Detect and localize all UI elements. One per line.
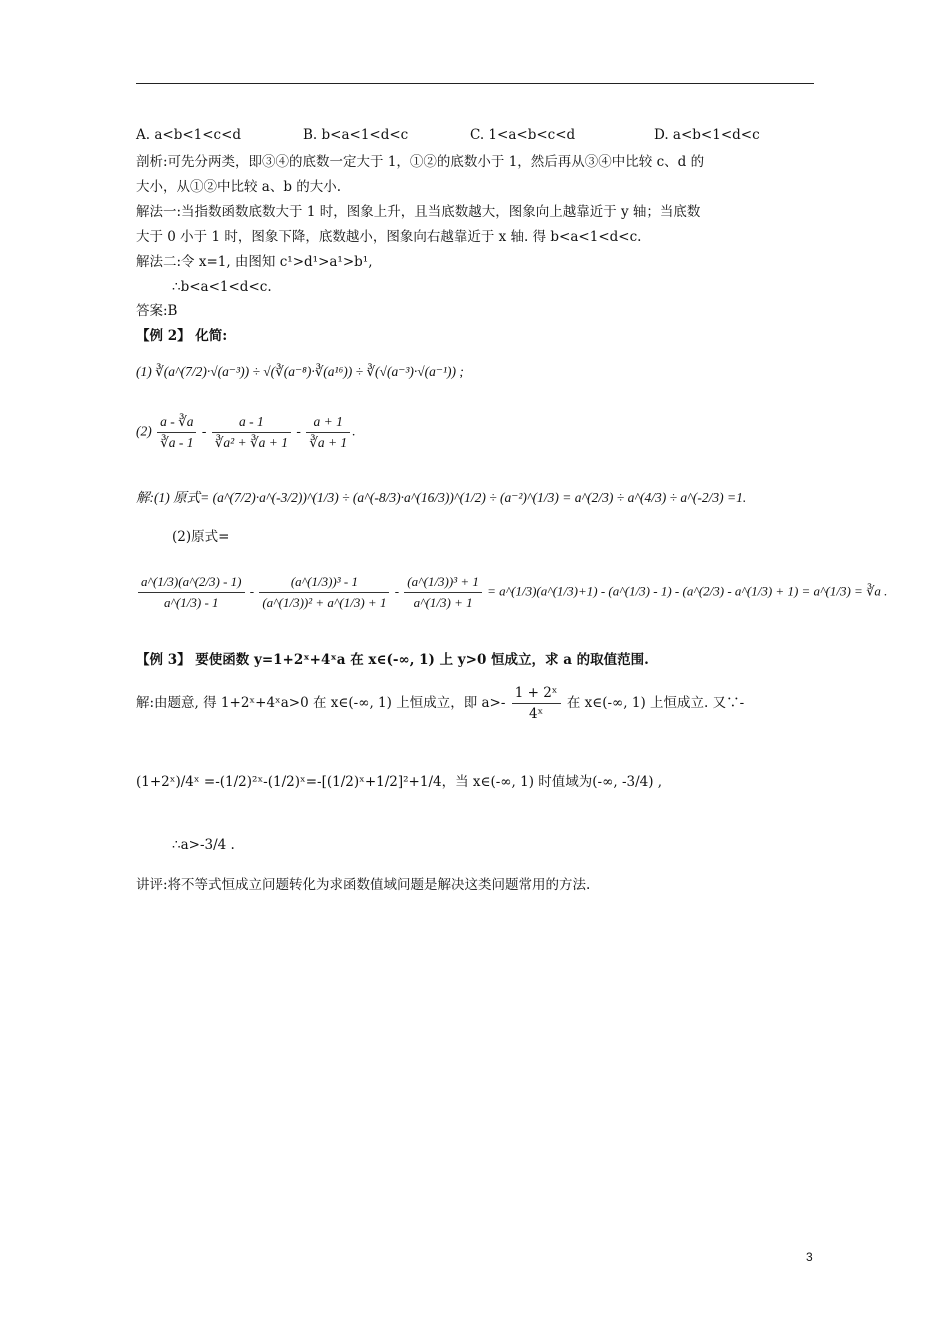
fraction: [138, 572, 245, 613]
solution-3-text-b: 在 x∈(-∞, 1) 上恒成立. 又∵-: [566, 695, 745, 711]
example-2-part-1: (1) ∛(a^(7/2)·√(a⁻³)) ÷ √(∛(a⁻⁸)·∛(a¹⁶)) ÷ ∛(√(a⁻³)·√(a⁻¹)) ;: [136, 364, 464, 379]
header-rule: [136, 83, 814, 84]
solution-2-part-2: $\frac{a\^{}(1/3)(a\^{}(2/3) - 1)}{a\^{}(1/3) - 1}$ - $\frac{\text{(a\textasciicircum{}(1/3))³ - 1}}{\text{(a\textasciicircum{}(1/3))² + a\textasciicircum{}(1/3) + 1}}$ - $\frac{\text{(a\textasciicircum{}(1/3))³ + 1}}{a\^{}(1/3) + 1}$ = a^(1/3)(a^(1/3)+1) - (a^(1/3) - 1) - (a^(2/3) - a^(1/3) + 1) = a^(1/3) = ∛a .: [136, 572, 887, 613]
numerator: a - ∛a: [157, 412, 196, 433]
denominator: ∛a² + ∛a + 1: [214, 435, 288, 450]
denominator: a^(1/3) + 1: [413, 595, 473, 610]
solution-3-line-2: (1+2ˣ)/4ˣ =-(1/2)²ˣ-(1/2)ˣ=-[(1/2)ˣ+1/2]²+1/4，当 x∈(-∞, 1) 时值域为(-∞, -3/4) ,: [136, 774, 663, 790]
numerator: a + 1: [306, 412, 350, 433]
fraction: [512, 683, 561, 724]
numerator: 1 + 2ˣ: [512, 683, 561, 704]
denominator: ∛a + 1: [309, 435, 348, 450]
numerator: a^(1/3)(a^(2/3) - 1): [138, 572, 245, 593]
solution-2-part-2-tail: = a^(1/3)(a^(1/3)+1) - (a^(1/3) - 1) - (a^(2/3) - a^(1/3) + 1) = a^(1/3) = ∛a .: [487, 583, 888, 599]
fraction: [404, 572, 482, 613]
option-d: D. a<b<1<d<c: [654, 127, 760, 143]
example-2-title: 【例 2】 化简:: [136, 328, 228, 344]
option-b: B. b<a<1<d<c: [303, 127, 409, 143]
solution-3-line-1: [136, 683, 744, 724]
solution-2-part-1: 解:(1) 原式= (a^(7/2)·a^(-3/2))^(1/3) ÷ (a^(-8/3)·a^(16/3))^(1/2) ÷ (a⁻²)^(1/3) = a^(2/3) ÷ a^(4/3) ÷ a^(-2/3) =1.: [136, 490, 747, 505]
option-a: A. a<b<1<c<d: [136, 127, 242, 143]
numerator: (a^(1/3))³ + 1: [404, 572, 482, 593]
numerator: (a^(1/3))³ - 1: [259, 572, 389, 593]
example-2-part-2: (2) $\frac{a - ∛a}{∛a - 1}$ - $\frac{a - 1}{\text{∛a² + ∛a + 1}}$ - $\frac{a + 1}{∛a + 1}$ .: [136, 412, 356, 453]
method1-line-1: 解法一:当指数函数底数大于 1 时，图象上升，且当底数越大，图象向上越靠近于 y 轴；当底数: [136, 204, 701, 220]
analysis-line-2: 大小，从①②中比较 a、b 的大小.: [136, 179, 342, 195]
fraction: [259, 572, 389, 613]
fraction: [212, 412, 291, 453]
denominator: ∛a - 1: [160, 435, 194, 450]
comment: 讲评:将不等式恒成立问题转化为求函数值域问题是解决这类问题常用的方法.: [136, 877, 591, 893]
example-3-title: 【例 3】 要使函数 y=1+2ˣ+4ˣa 在 x∈(-∞, 1) 上 y>0 恒成立，求 a 的取值范围.: [136, 652, 649, 668]
fraction: [157, 412, 196, 453]
method2-line-2: ∴b<a<1<d<c.: [172, 279, 272, 295]
part-2-label: (2): [136, 423, 152, 439]
denominator: a^(1/3) - 1: [163, 595, 219, 610]
fraction: [306, 412, 350, 453]
numerator: a - 1: [212, 412, 291, 433]
denominator: 4ˣ: [528, 706, 544, 722]
solution-3-text-a: 解:由题意, 得 1+2ˣ+4ˣa>0 在 x∈(-∞, 1) 上恒成立，即 a>-: [136, 695, 506, 711]
answer: 答案:B: [136, 303, 178, 319]
method1-line-2: 大于 0 小于 1 时，图象下降，底数越小，图象向右越靠近于 x 轴. 得 b<a<1<d<c.: [136, 229, 642, 245]
analysis-line-1: 剖析:可先分两类，即③④的底数一定大于 1，①②的底数小于 1，然后再从③④中比较 c、d 的: [136, 154, 705, 170]
page-number: 3: [806, 1250, 813, 1264]
method2-line-1: 解法二:令 x=1, 由图知 c¹>d¹>a¹>b¹,: [136, 254, 373, 270]
solution-3-line-3: ∴a>-3/4 .: [172, 837, 235, 853]
solution-2-part-2-label: (2)原式=: [172, 529, 230, 545]
option-c: C. 1<a<b<c<d: [470, 127, 576, 143]
denominator: (a^(1/3))² + a^(1/3) + 1: [262, 595, 387, 610]
